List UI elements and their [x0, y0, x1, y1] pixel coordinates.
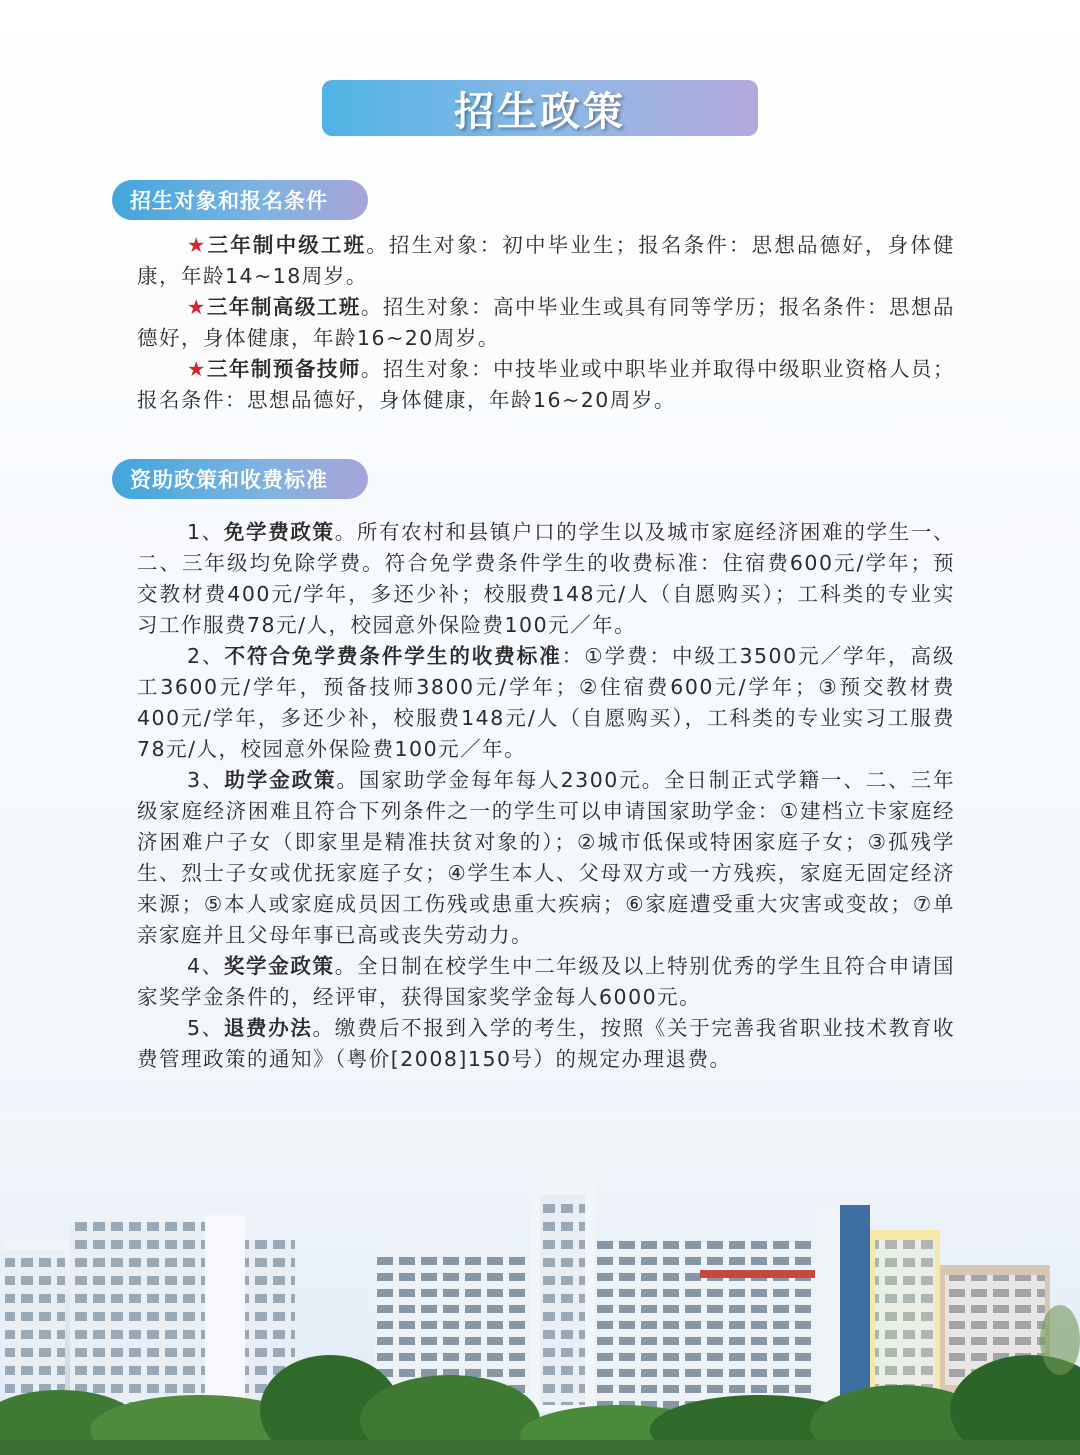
item-number: 1、: [187, 520, 224, 544]
star-icon: ★: [187, 295, 207, 319]
list-item: [137, 951, 955, 1013]
item-number: 3、: [187, 768, 225, 792]
item-lead: 退费办法: [223, 1016, 313, 1040]
item-text: 。所有农村和县镇户口的学生以及城市家庭经济困难的学生一、二、三年级均免除学费。符合免学费条件学生的收费标准：住宿费600元/学年；预交教材费400元/学年，多还少补；校服费148元/人（自愿购买）；工科类的专业实习工作服费78元/人，校园意外保险费100元／年。: [137, 520, 956, 637]
item-text: 。招生对象：高中毕业生或具有同等学历；报名条件：思想品德好，身体健康，年龄16~20周岁。: [137, 295, 956, 350]
item-lead: 助学金政策: [224, 768, 337, 792]
funding-list: [137, 517, 955, 1075]
section-title-enrollment: 招生对象和报名条件: [112, 180, 368, 220]
item-text: 。招生对象：中技毕业或中职毕业并取得中级职业资格人员；报名条件：思想品德好，身体健康，年龄16~20周岁。: [137, 357, 956, 412]
item-text: ：①学费：中级工3500元／学年，高级工3600元/学年，预备技师3800元/学年；②住宿费600元/学年；③预交教材费400元/学年，多还少补，校服费148元/人（自愿购买），工科类的专业实习工服费78元/人，校园意外保险费100元／年。: [137, 644, 955, 761]
item-text: 。招生对象：初中毕业生；报名条件：思想品德好，身体健康，年龄14~18周岁。: [137, 233, 956, 288]
item-text: 。缴费后不报到入学的考生，按照《关于完善我省职业技术教育收费管理政策的通知》（粤价[2008]150号）的规定办理退费。: [137, 1016, 956, 1071]
item-lead: 奖学金政策: [223, 954, 335, 978]
item-number: 5、: [187, 1016, 224, 1040]
star-icon: ★: [187, 233, 208, 257]
item-lead: 三年制中级工班: [207, 233, 367, 257]
enrollment-list: [137, 230, 955, 416]
list-item: [137, 230, 955, 292]
item-number: 4、: [187, 954, 224, 978]
list-item: [137, 292, 955, 354]
star-icon: ★: [187, 357, 207, 381]
item-lead: 免学费政策: [223, 520, 335, 544]
page-title: 招生政策: [322, 80, 758, 136]
item-text: 。国家助学金每年每人2300元。全日制正式学籍一、二、三年级家庭经济困难且符合下列条件之一的学生可以申请国家助学金：①建档立卡家庭经济困难户子女（即家里是精准扶贫对象的）；②城市低保或特困家庭子女；③孤残学生、烈士子女或优抚家庭子女；④学生本人、父母双方或一方残疾，家庭无固定经济来源；⑤本人或家庭成员因工伤残或患重大疾病；⑥家庭遭受重大灾害或变故；⑦单亲家庭并且父母年事已高或丧失劳动力。: [137, 768, 955, 947]
campus-image: [0, 1110, 1080, 1455]
section-title-funding: 资助政策和收费标准: [112, 459, 368, 499]
item-lead: 三年制预备技师: [206, 357, 361, 381]
list-item: [137, 1013, 955, 1075]
list-item: [137, 641, 955, 765]
building-left: [5, 1215, 295, 1415]
item-text: 。全日制在校学生中二年级及以上特别优秀的学生且符合申请国家奖学金条件的，经评审，获得国家奖学金每人6000元。: [137, 954, 956, 1009]
item-lead: 三年制高级工班: [206, 295, 361, 319]
list-item: [137, 354, 955, 416]
item-lead: 不符合免学费条件学生的收费标准: [224, 644, 562, 668]
list-item: [137, 517, 955, 641]
item-number: 2、: [187, 644, 225, 668]
list-item: [137, 765, 955, 951]
